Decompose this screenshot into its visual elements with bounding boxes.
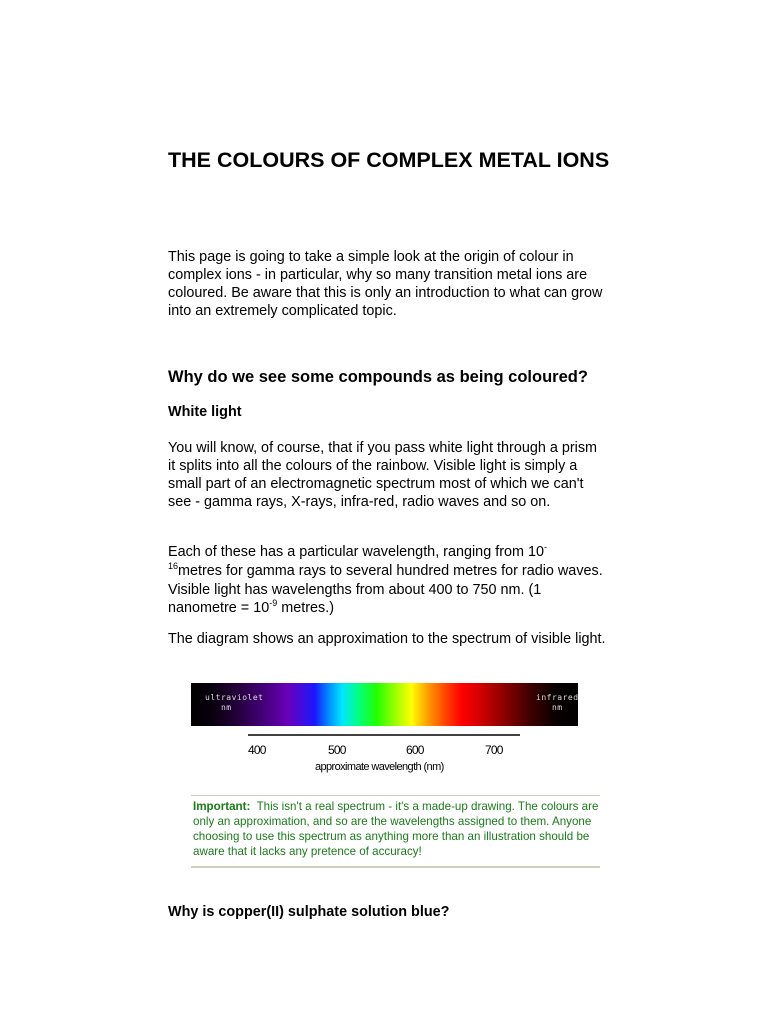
section-heading-colour: Why do we see some compounds as being coloured? bbox=[168, 368, 588, 386]
wavelength-exponent-2: -9 bbox=[269, 598, 278, 608]
important-note-text bbox=[193, 799, 601, 859]
diagram-intro-paragraph: The diagram shows an approximation to the spectrum of visible light. bbox=[168, 631, 606, 647]
tick-label-400: 400 bbox=[248, 743, 266, 757]
axis-caption: approximate wavelength (nm) bbox=[315, 761, 444, 773]
white-light-paragraph: You will know, of course, that if you pass white light through a prism it splits into all the colours of the rainbow. Visible light is simply a small part of an electromagnetic spectrum most of which we can't see - gamma rays, X-rays, infra-red, radio waves and so on. bbox=[168, 440, 598, 510]
important-body: This isn't a real spectrum - it's a made-up drawing. The colours are only an approximation, and so are the wavelengths assigned to them. Anyone choosing to use this spectrum as anything more than an illustration should be aware that it lacks any pretence of accuracy! bbox=[193, 800, 599, 858]
wavelength-exponent-1b: 16 bbox=[168, 561, 179, 571]
subheading-copper-sulphate: Why is copper(II) sulphate solution blue? bbox=[168, 904, 450, 920]
wavelength-text-1: Each of these has a particular wavelength, ranging from 10 bbox=[168, 544, 544, 560]
intro-paragraph: This page is going to take a simple look at the origin of colour in complex ions - in particular, why so many transition metal ions are coloured. Be aware that this is only an introduction to what can grow into an extremely complicated topic. bbox=[168, 249, 603, 319]
wavelength-text-3: metres.) bbox=[277, 600, 335, 616]
wavelength-text-2: metres for gamma rays to several hundred metres for radio waves. Visible light has wavelengths from about 400 to 750 nm. (1 nanometre = 10 bbox=[168, 563, 603, 616]
important-note bbox=[191, 795, 600, 868]
spectrum-axis bbox=[240, 730, 530, 775]
tick-label-500: 500 bbox=[328, 743, 346, 757]
wavelength-paragraph bbox=[168, 543, 608, 618]
page-title: THE COLOURS OF COMPLEX METAL IONS bbox=[168, 148, 610, 172]
visible-spectrum-diagram bbox=[191, 683, 578, 726]
wavelength-exponent-1: - bbox=[543, 542, 547, 552]
tick-label-700: 700 bbox=[485, 743, 503, 757]
important-label: Important: bbox=[193, 800, 251, 813]
spectrum-right-label: infrared nm bbox=[536, 693, 579, 712]
subheading-white-light: White light bbox=[168, 404, 242, 420]
spectrum-left-label: ultraviolet nm bbox=[205, 693, 264, 712]
tick-label-600: 600 bbox=[406, 743, 424, 757]
